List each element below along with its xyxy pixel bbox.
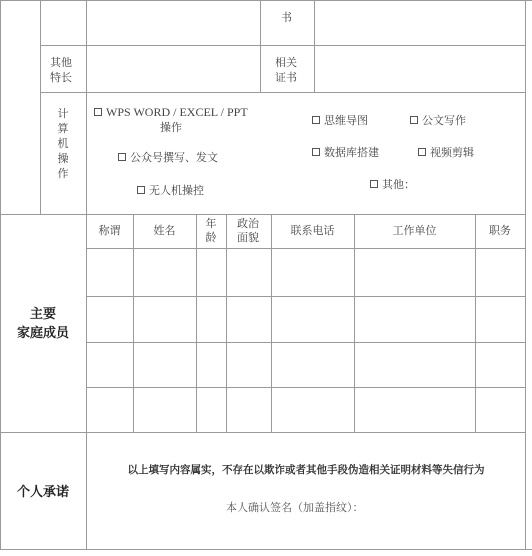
- header-name: 姓名: [153, 224, 176, 237]
- checkbox-icon: [312, 116, 320, 124]
- checkbox-icon: [418, 148, 426, 156]
- header-position: 职务: [489, 224, 511, 237]
- option-official-writing[interactable]: [410, 115, 466, 126]
- top-row-field[interactable]: [314, 1, 525, 45]
- divider: [40, 92, 526, 93]
- family-label-line1: 主要: [29, 307, 56, 322]
- divider: [260, 0, 261, 92]
- pledge-statement: 以上填写内容属实，不存在以欺诈或者其他手段伪造相关证明材料等失信行为: [127, 464, 485, 476]
- checkbox-icon: [312, 148, 320, 156]
- header-age: 年龄: [205, 217, 217, 244]
- computer-label: 计算机操作: [57, 107, 69, 180]
- option-database[interactable]: [312, 147, 379, 158]
- option-mindmap-text: 思维导图: [324, 114, 368, 127]
- table-row: [87, 297, 525, 342]
- cert-label: 相关证书: [275, 56, 297, 84]
- header-relation: 称谓: [98, 224, 121, 237]
- option-official-writing-text: 公文写作: [422, 114, 466, 127]
- divider: [40, 0, 41, 214]
- option-drone[interactable]: [137, 185, 204, 196]
- specialty-label: 其他特长: [50, 56, 72, 84]
- checkbox-icon: [94, 108, 102, 116]
- checkbox-icon: [137, 186, 145, 194]
- family-label-line2: 家庭成员: [16, 326, 69, 341]
- cert-field[interactable]: [315, 46, 525, 92]
- table-row: [87, 388, 525, 432]
- family-section-label: [0, 305, 86, 343]
- header-workplace: 工作单位: [392, 224, 437, 237]
- table-row: [87, 343, 525, 387]
- checkbox-icon: [370, 180, 378, 188]
- checkbox-icon: [118, 153, 126, 161]
- option-wechat-article-text: 公众号撰写、发文: [130, 151, 218, 164]
- divider: [0, 432, 526, 433]
- header-political-status: 政治面貌: [237, 217, 259, 244]
- option-video-edit-text: 视频剪辑: [430, 146, 474, 159]
- option-other-text: 其他：: [382, 178, 415, 191]
- option-mindmap[interactable]: [312, 115, 368, 126]
- option-wechat-article[interactable]: [118, 152, 218, 163]
- signature-label: 本人确认签名（加盖指纹）：: [226, 501, 364, 514]
- table-row: [87, 249, 525, 296]
- specialty-field[interactable]: [87, 46, 260, 92]
- top-row-label: 书: [281, 11, 292, 24]
- checkbox-icon: [410, 116, 418, 124]
- option-office-suffix: 操作: [160, 121, 182, 134]
- divider: [0, 214, 526, 215]
- option-video-edit[interactable]: [418, 147, 474, 158]
- option-office[interactable]: [94, 106, 248, 118]
- option-office-text: WPS WORD / EXCEL / PPT: [106, 105, 248, 119]
- border-bottom: [0, 549, 532, 550]
- pledge-label: 个人承诺: [16, 485, 69, 500]
- border-right: [525, 0, 526, 550]
- border-left: [0, 0, 1, 550]
- option-drone-text: 无人机操控: [149, 184, 204, 197]
- option-database-text: 数据库搭建: [324, 146, 379, 159]
- header-phone: 联系电话: [290, 224, 335, 237]
- signature-field[interactable]: [380, 495, 520, 517]
- option-other[interactable]: [370, 179, 415, 190]
